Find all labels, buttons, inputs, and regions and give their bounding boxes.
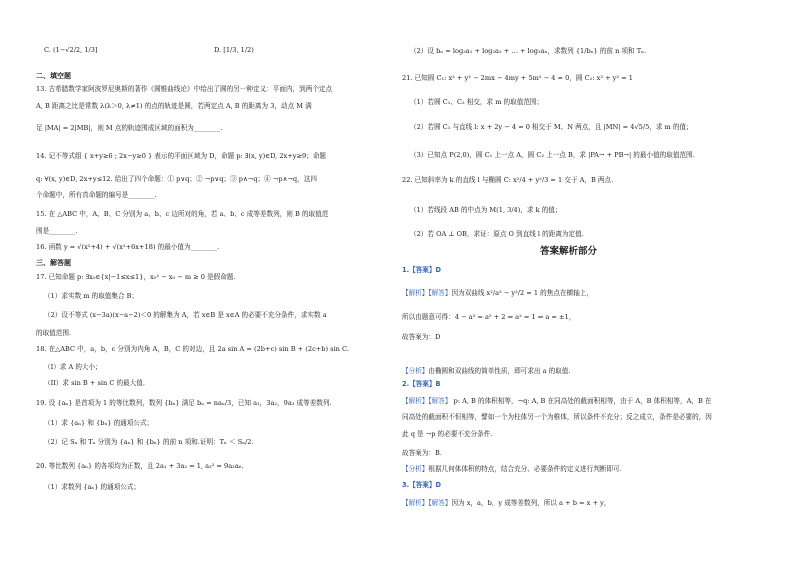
left-column bbox=[36, 0, 391, 561]
solution-tag: 【解析】【解答】 bbox=[402, 289, 452, 297]
solution-text: p: A, B 的体积相等，¬q: A, B 在同高处的截面积相等，由于 A，B 体积相等，A，B 在 bbox=[451, 397, 712, 405]
left-line-17: 18. 在△ABC 中，a，b，c 分别为内角 A，B，C 的对边，且 2a sin A = (2b+c) sin B + (2c+b) sin C. bbox=[36, 345, 349, 353]
left-line-5: 足 |MA| = 2|MB|，则 M 点的轨迹围成区域的面积为________. bbox=[36, 124, 223, 132]
solution-tag: 【分析】 bbox=[402, 465, 429, 473]
right-line-15 bbox=[402, 397, 711, 406]
right-line-11: 所以由题意可得：4 − a² = a² + 2 ⇒ a² = 1 ⇒ a = ±1， bbox=[402, 313, 576, 321]
left-line-10: 围是________. bbox=[36, 227, 78, 235]
left-line-7: q: ∀(x, y)∈D, 2x+y≤12. 给出了四个命题：① p∨q；② ¬p∨q；③ p∧¬q；④ ¬p∧¬q，这四 bbox=[36, 175, 317, 183]
right-line-21 bbox=[402, 499, 610, 508]
right-line-12: 故答案为：D bbox=[402, 333, 441, 341]
left-line-18: （I）求 A 的大小； bbox=[44, 363, 102, 371]
left-line-3: 13. 古希腊数学家阿波罗尼奥斯的著作《圆锥曲线论》中给出了圆的另一种定义：平面内，到两个定点 bbox=[36, 85, 333, 93]
right-line-4: （3）已知点 P(2,0)，圆 C₁ 上一点 A，圆 C₂ 上一点 B，求 |PA→ + PB→| 的最小值的取值范围. bbox=[410, 151, 695, 159]
left-line-2: 二、填空题 bbox=[36, 72, 71, 80]
right-line-10 bbox=[402, 289, 593, 298]
solution-tag: 【分析】 bbox=[402, 367, 429, 375]
left-line-22: （2）记 Sₙ 和 Tₙ 分别为 {aₙ} 和 {bₙ} 的前 n 项和.证明：Tₙ ＜ Sₙ/2. bbox=[44, 438, 254, 446]
solution-tag: 【解析】【解答】 bbox=[402, 397, 452, 405]
right-line-17: 此 q 是 ¬p 的必要不充分条件. bbox=[402, 430, 493, 438]
left-line-15: （2）设不等式 (x−3a)(x−a−2)＜0 的解集为 A，若 x∈B 是 x∈A 的必要不充分条件，求实数 a bbox=[44, 311, 327, 319]
right-line-13 bbox=[402, 367, 570, 376]
left-line-4: A, B 距离之比是常数 λ(λ＞0, λ≠1) 的点的轨迹是圆，若两定点 A, B 的距离为 3，动点 M 满 bbox=[36, 102, 312, 110]
solution-text: 因为双曲线 x²/a² − y²/2 = 1 的焦点在横轴上， bbox=[451, 289, 593, 297]
right-line-7: （2）若 OA ⊥ OB，求证：原点 O 到直线 l 的距离为定值. bbox=[410, 230, 584, 238]
left-line-8: 个命题中，所有真命题的编号是________. bbox=[36, 191, 157, 199]
solution-text: 根据几何体体积的特点，结合充分、必要条件的定义进行判断即可. bbox=[428, 465, 622, 473]
solution-text: 因为 x，a，b，y 成等差数列，所以 a + b = x + y， bbox=[451, 499, 611, 507]
right-line-0: （2）设 bₙ = log₃a₁ + log₃a₂ + … + log₃aₙ，求数列 {1/bₙ} 的前 n 项和 Tₙ. bbox=[410, 47, 647, 55]
right-line-1: 21. 已知圆 C₁: x² + y² − 2mx − 4my + 5m² − 4 = 0，圆 C₂: x² + y² = 1 bbox=[402, 74, 633, 82]
left-line-6: 14. 记不等式组 { x+y≥6 ; 2x−y≥0 } 表示的平面区域为 D，命题 p: ∃(x, y)∈D, 2x+y≥9；命题 bbox=[36, 152, 327, 160]
left-line-1: D. [1/3, 1/2) bbox=[214, 46, 254, 54]
left-line-12: 三、解答题 bbox=[36, 259, 71, 267]
left-line-11: 16. 函数 y = √(x²+4) + √(x²+6x+18) 的最小值为________. bbox=[36, 243, 220, 251]
left-line-0: C. (1−√2/2, 1/3] bbox=[44, 46, 98, 54]
right-line-5: 22. 已知斜率为 k 的直线 l 与椭圆 C: x²/4 + y²/3 = 1 交于 A，B 两点. bbox=[402, 176, 614, 184]
right-line-18: 故答案为：B. bbox=[402, 449, 442, 457]
left-line-9: 15. 在 △ABC 中，A、B、C 分别为 a、b、c 边所对的角，若 a、b、c 成等差数列，则 B 的取值范 bbox=[36, 210, 329, 218]
right-line-16: 同高处的截面积不恒相等，譬如一个为柱体另一个为椎体，所以条件不充分；反之成立，条件是必要的，因 bbox=[402, 413, 712, 421]
left-line-19: （II）求 sin B + sin C 的最大值. bbox=[44, 379, 145, 387]
right-line-9: 1.【答案】D bbox=[402, 266, 441, 274]
right-line-6: （1）若线段 AB 的中点为 M(1, 3/4)，求 k 的值； bbox=[410, 206, 562, 214]
left-line-24: （1）求数列 {aₙ} 的通项公式； bbox=[44, 483, 141, 491]
left-line-23: 20. 等比数列 {aₙ} 的各项均为正数，且 2a₁ + 3a₂ = 1, a₃² = 9a₂a₆. bbox=[36, 462, 244, 470]
left-line-21: （1）求 {aₙ} 和 {bₙ} 的通项公式； bbox=[44, 419, 154, 427]
right-line-14: 2.【答案】B bbox=[402, 380, 441, 388]
right-line-3: （2）若圆 C₁ 与直线 l: x + 2y − 4 = 0 相交于 M、N 两点，且 |MN| = 4√5/5，求 m 的值； bbox=[410, 123, 693, 131]
left-line-16: 的取值范围. bbox=[36, 329, 72, 337]
left-line-20: 19. 设 {aₙ} 是首项为 1 的等比数列，数列 {bₙ} 满足 bₙ = naₙ/3，已知 a₁，3a₂，9a₃ 成等差数列. bbox=[36, 399, 332, 407]
right-line-2: （1）若圆 C₁、C₂ 相交，求 m 的取值范围； bbox=[410, 98, 544, 106]
right-line-20: 3.【答案】D bbox=[402, 481, 441, 489]
right-line-19 bbox=[402, 465, 622, 474]
right-column bbox=[402, 0, 757, 561]
left-line-13: 17. 已知命题 p: ∃x₀∈{x|−1≤x≤1}，x₀² − x₀ − m ≥ 0 是假命题. bbox=[36, 273, 236, 281]
left-line-14: （1）求实数 m 的取值集合 B； bbox=[44, 292, 139, 300]
solution-text: 由椭圆和双曲线的简单性质，即可求出 a 的取值. bbox=[428, 367, 571, 375]
solution-tag: 【解析】【解答】 bbox=[402, 499, 452, 507]
right-line-8: 答案解析部分 bbox=[540, 246, 598, 257]
